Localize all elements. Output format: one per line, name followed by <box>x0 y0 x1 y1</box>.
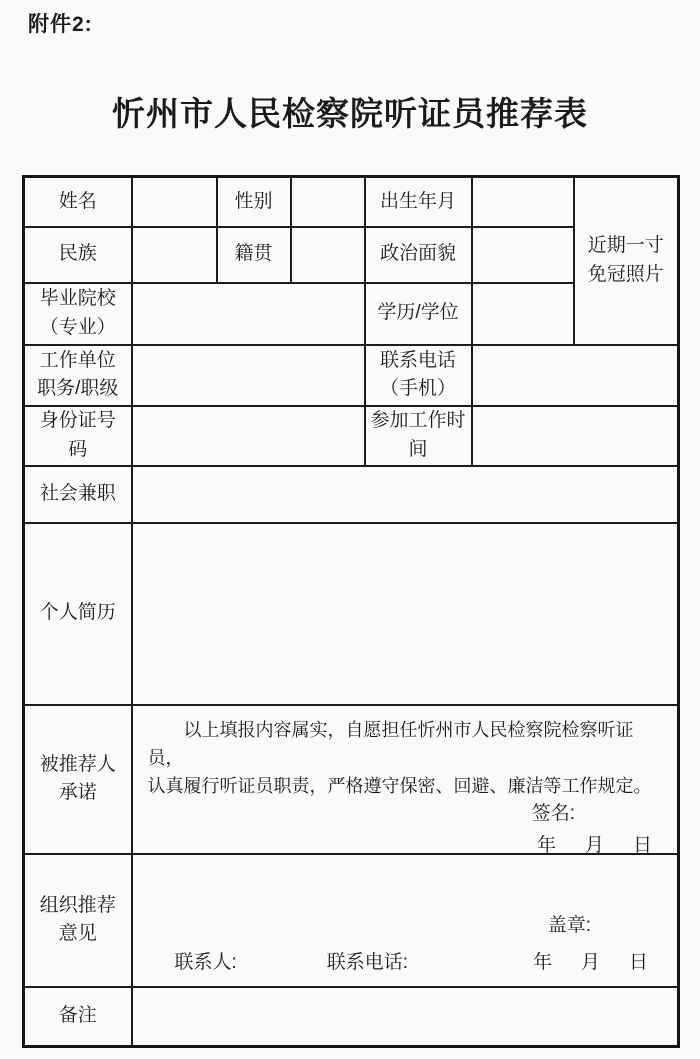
ethnicity-label: 民族 <box>24 227 132 283</box>
table-row <box>24 406 679 466</box>
degree-label: 学历/学位 <box>365 283 472 345</box>
gender-value-cell <box>291 177 365 227</box>
political-status-value-cell <box>472 227 574 283</box>
spacer <box>133 856 678 912</box>
political-status-label: 政治面貌 <box>365 227 472 283</box>
commitment-statement: 以上填报内容属实，自愿担任忻州市人民检察院检察听证员， 认真履行听证员职责，严格遵守保密、回避、廉洁等工作规定。 <box>147 719 652 796</box>
work-start-value-cell <box>472 406 679 466</box>
gender-label: 性别 <box>217 177 291 227</box>
commitment-label: 被推荐人 承诺 <box>24 705 132 854</box>
org-contact-line <box>133 949 678 978</box>
table-row <box>24 523 679 705</box>
remarks-value-cell <box>132 987 679 1047</box>
id-number-label: 身份证号 码 <box>24 406 132 466</box>
social-posts-value-cell <box>132 466 679 523</box>
org-opinion-label: 组织推荐 意见 <box>24 854 132 987</box>
table-row <box>24 854 679 987</box>
contact-phone-value-cell <box>472 345 679 406</box>
birth-date-label: 出生年月 <box>365 177 472 227</box>
table-row <box>24 987 679 1047</box>
resume-value-cell <box>132 523 679 705</box>
work-unit-value-cell <box>132 345 365 406</box>
seal-label: 盖章: <box>547 914 591 936</box>
name-label: 姓名 <box>24 177 132 227</box>
native-place-label: 籍贯 <box>217 227 291 283</box>
work-unit-label: 工作单位 职务/职级 <box>24 345 132 406</box>
table-row <box>24 466 679 523</box>
commitment-content-cell <box>132 705 679 854</box>
birth-date-value-cell <box>472 177 574 227</box>
native-place-value-cell <box>291 227 365 283</box>
recommendation-form-table <box>22 175 680 1048</box>
commitment-date-label: 年 月 日 <box>536 835 657 856</box>
attachment-label: 附件2: <box>28 13 93 36</box>
school-label: 毕业院校 （专业） <box>24 283 132 345</box>
contact-person-label: 联系人: <box>174 952 237 973</box>
table-row <box>24 177 679 227</box>
remarks-label: 备注 <box>24 987 132 1047</box>
work-start-label: 参加工作时 间 <box>365 406 472 466</box>
table-row <box>24 345 679 406</box>
org-contact-phone-label: 联系电话: <box>326 952 409 973</box>
contact-phone-label: 联系电话 （手机） <box>365 345 472 406</box>
photo-placeholder-cell: 近期一寸 免冠照片 <box>574 177 679 345</box>
table-row <box>24 705 679 854</box>
name-value-cell <box>132 177 217 227</box>
id-number-value-cell <box>132 406 365 466</box>
ethnicity-value-cell <box>132 227 217 283</box>
social-posts-label: 社会兼职 <box>24 466 132 523</box>
page-title: 忻州市人民检察院听证员推荐表 <box>112 95 588 132</box>
school-value-cell <box>132 283 365 345</box>
signature-label: 签名: <box>531 802 575 824</box>
org-opinion-content-cell <box>132 854 679 987</box>
org-opinion-box <box>133 856 678 985</box>
org-date-label: 年 月 日 <box>532 952 653 973</box>
resume-label: 个人简历 <box>24 523 132 705</box>
commitment-box <box>133 707 678 856</box>
degree-value-cell <box>472 283 574 345</box>
